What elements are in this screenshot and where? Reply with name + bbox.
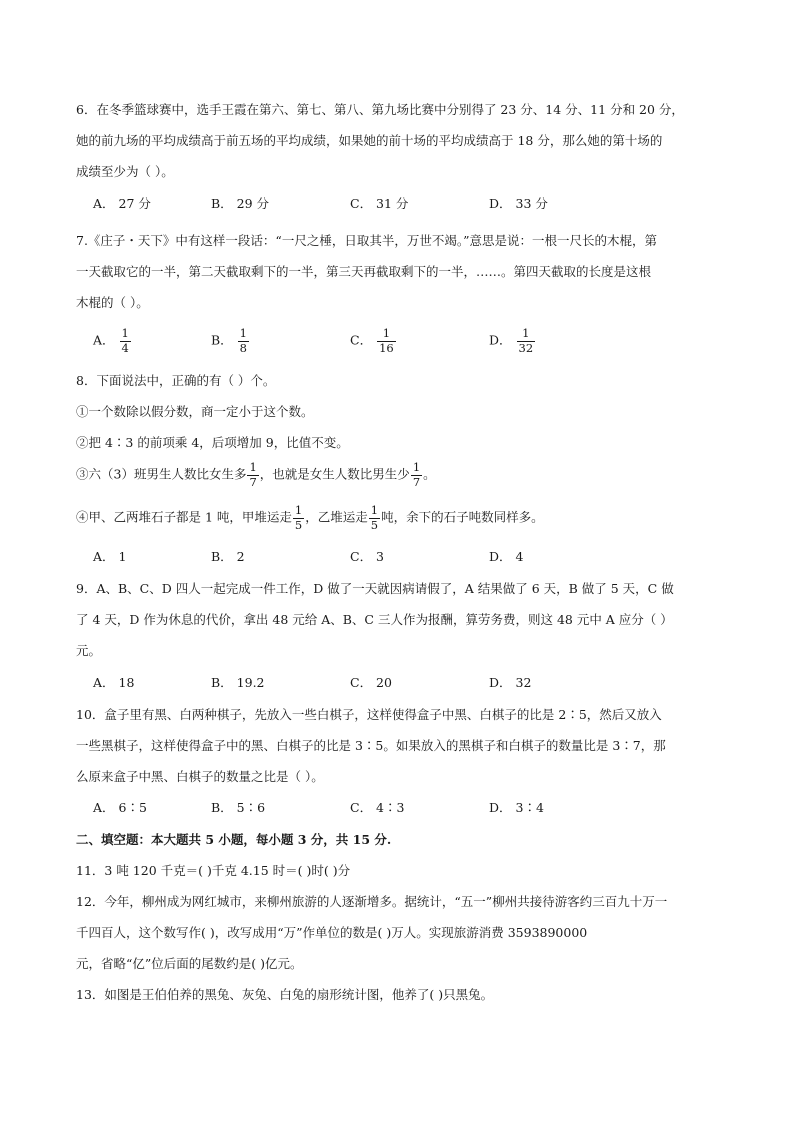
q7-option-c-label: C．	[350, 332, 373, 348]
q11-line-1: 11．3 吨 120 千克＝( )千克 4.15 时＝( )时( )分	[76, 863, 351, 878]
fraction-numerator: 1	[239, 326, 247, 340]
q7-option-d-fraction	[517, 328, 536, 354]
q6-line-1: 6．在冬季篮球赛中，选手王霞在第六、第七、第八、第九场比赛中分别得了 23 分、14 分、11 分和 20 分，	[76, 102, 684, 117]
fraction-numerator: 1	[370, 503, 379, 517]
q8-option-d[interactable]: D． 4	[489, 549, 524, 564]
q8-option-a[interactable]: A． 1	[93, 549, 127, 564]
q8-statement-2: ②把 4∶3 的前项乘 4，后项增加 9，比值不变。	[76, 435, 349, 450]
fraction-denominator: 5	[294, 517, 303, 532]
q12-line-3: 元，省略“亿”位后面的尾数约是( )亿元。	[76, 956, 303, 971]
q9-option-c[interactable]: C． 20	[350, 675, 392, 690]
section-heading: 二、填空题：本大题共 5 小题，每小题 3 分，共 15 分.	[76, 832, 392, 847]
q10-option-b[interactable]: B． 5∶6	[211, 800, 266, 815]
q6-line-2: 她的前九场的平均成绩高于前五场的平均成绩，如果她的前十场的平均成绩高于 18 分，那么她的第十场的	[76, 133, 663, 148]
q12-line-1: 12．今年，柳州成为网红城市，来柳州旅游的人逐渐增多。据统计，“五一”柳州共接待游客约三百九十万一	[76, 894, 668, 909]
q7-option-b[interactable]	[211, 328, 250, 354]
q8-s3-text-c: 。	[423, 466, 436, 482]
q9-line-2: 了 4 天，D 作为休息的代价，拿出 48 元给 A、B、C 三人作为报酬，算劳务费，则这 48 元中 A 应分（ ）	[76, 612, 673, 627]
q9-line-3: 元。	[76, 643, 102, 658]
q9-option-a[interactable]: A． 18	[93, 675, 135, 690]
q8-s4-text-a: ④甲、乙两堆石子都是 1 吨，甲堆运走	[76, 509, 292, 525]
q8-s4-fraction-2	[369, 505, 380, 531]
q8-s3-text-b: ，也就是女生人数比男生少	[259, 466, 410, 482]
q8-statement-3	[76, 462, 436, 488]
q6-option-d[interactable]: D． 33 分	[489, 196, 548, 211]
q8-statement-1: ①一个数除以假分数，商一定小于这个数。	[76, 404, 314, 419]
fraction-denominator: 16	[379, 340, 394, 355]
q6-option-a[interactable]: A． 27 分	[93, 196, 151, 211]
q10-option-d[interactable]: D． 3∶4	[489, 800, 544, 815]
fraction-numerator: 1	[249, 460, 257, 474]
q8-line-1: 8．下面说法中，正确的有（ ）个。	[76, 373, 276, 388]
q7-option-c[interactable]	[350, 328, 397, 354]
q6-option-c[interactable]: C． 31 分	[350, 196, 409, 211]
q12-line-2: 千四百人，这个数写作( )，改写成用“万”作单位的数是( )万人。实现旅游消费 3593890000	[76, 925, 588, 940]
q7-option-d[interactable]	[489, 328, 536, 354]
q7-option-a-fraction	[120, 328, 131, 354]
fraction-numerator: 1	[294, 503, 303, 517]
q7-line-2: 一天截取它的一半，第二天截取剩下的一半，第三天再截取剩下的一半，……。第四天截取的长度是这根	[76, 264, 652, 279]
fraction-numerator: 1	[517, 328, 536, 342]
q10-line-2: 一些黑棋子，这样使得盒子中的黑、白棋子的比是 3∶5。如果放入的黑棋子和白棋子的数量比是 3∶7，那	[76, 738, 666, 753]
q10-option-c[interactable]: C． 4∶3	[350, 800, 405, 815]
fraction-denominator: 7	[412, 474, 421, 489]
fraction-denominator: 8	[239, 340, 247, 355]
q7-line-1: 7.《庄子・天下》中有这样一段话：“一尺之棰，日取其半，万世不竭。”意思是说：一根一尺长的木棍，第	[76, 233, 657, 248]
q7-option-b-label: B．	[211, 332, 233, 348]
q9-option-b[interactable]: B． 19.2	[211, 675, 265, 690]
q8-option-b[interactable]: B． 2	[211, 549, 245, 564]
q10-line-3: 么原来盒子中黑、白棋子的数量之比是（ ）。	[76, 769, 324, 784]
fraction-denominator: 4	[121, 340, 129, 355]
q7-option-d-label: D．	[489, 332, 512, 348]
fraction-numerator: 1	[412, 460, 421, 474]
q8-option-c[interactable]: C． 3	[350, 549, 384, 564]
q9-option-d[interactable]: D． 32	[489, 675, 532, 690]
q7-option-b-fraction	[238, 328, 249, 354]
fraction-denominator: 7	[249, 474, 257, 489]
q8-s4-text-b: ，乙堆运走	[305, 509, 368, 525]
q10-option-a[interactable]: A． 6∶5	[93, 800, 147, 815]
q8-s3-text-a: ③六（3）班男生人数比女生多	[76, 466, 247, 482]
fraction-denominator: 32	[518, 340, 534, 355]
q8-s4-text-c: 吨，余下的石子吨数同样多。	[381, 509, 544, 525]
q10-line-1: 10．盒子里有黑、白两种棋子，先放入一些白棋子，这样使得盒子中黑、白棋子的比是 2∶5，然后又放入	[76, 707, 662, 722]
q13-line-1: 13．如图是王伯伯养的黑兔、灰兔、白兔的扇形统计图，他养了( )只黑兔。	[76, 987, 494, 1002]
q9-line-1: 9．A、B、C、D 四人一起完成一件工作，D 做了一天就因病请假了，A 结果做了 6 天，B 做了 5 天，C 做	[76, 581, 674, 596]
q8-s4-fraction-1	[293, 505, 304, 531]
fraction-numerator: 1	[377, 328, 396, 342]
fraction-denominator: 5	[370, 517, 379, 532]
q6-line-3: 成绩至少为（ ）。	[76, 164, 174, 179]
q8-statement-4	[76, 505, 544, 531]
q7-option-a-label: A．	[93, 332, 115, 348]
q8-s3-fraction-1	[247, 462, 258, 488]
q7-line-3: 木棍的（ ）。	[76, 295, 149, 310]
q7-option-c-fraction	[377, 328, 396, 354]
q7-option-a[interactable]	[93, 328, 132, 354]
fraction-numerator: 1	[121, 326, 129, 340]
q6-option-b[interactable]: B． 29 分	[211, 196, 270, 211]
q8-s3-fraction-2	[411, 462, 422, 488]
